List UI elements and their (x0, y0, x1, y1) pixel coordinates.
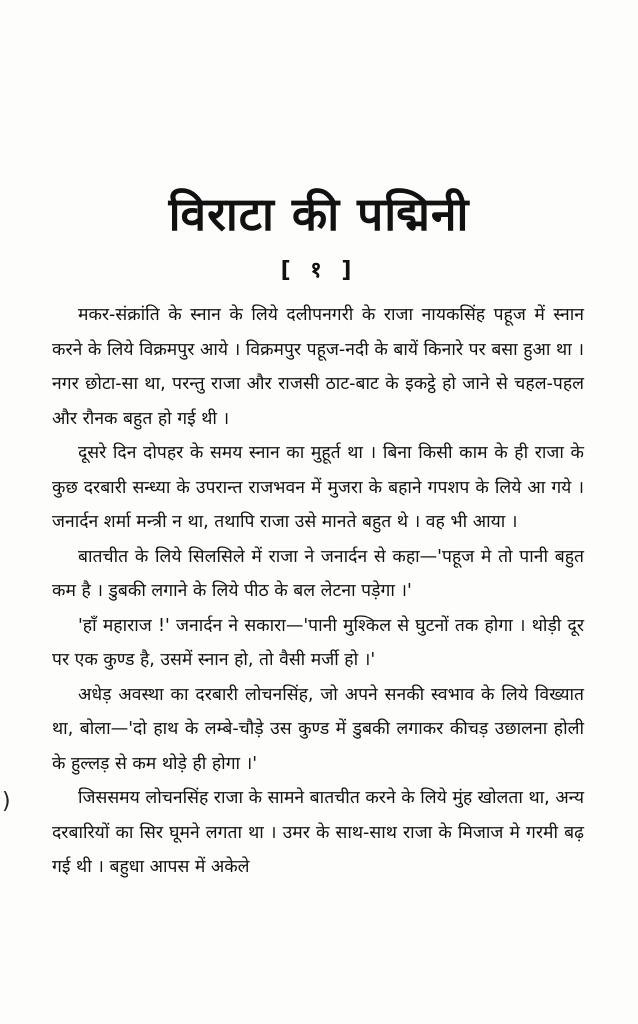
paragraph: 'हाँ महाराज !' जनार्दन ने सकारा—'पानी मुश्किल से घुटनों तक होगा । थोड़ी दूर पर एक कुण्ड है, उसमें स्नान हो, तो वैसी मर्जी हो ।' (52, 615, 584, 670)
chapter-title: विराटा की पद्मिनी (168, 187, 470, 241)
paragraph: अधेड़ अवस्था का दरबारी लोचनसिंह, जो अपने सनकी स्वभाव के लिये विख्यात था, बोला—'दो हाथ के लम्बे-चौड़े उस कुण्ड में डुबकी लगाकर कीचड़ उछालना होली के हुल्लड़ से कम थोड़े ही होगा ।' (52, 684, 584, 774)
chapter-number: [ १ ] (280, 258, 358, 283)
paragraph: मकर-संक्रांति के स्नान के लिये दलीपनगरी के राजा नायकसिंह पहूज में स्नान करने के लिये विक्रमपुर आये । विक्रमपुर पहूज-नदी के बायें किनारे पर बसा हुआ था । नगर छोटा-सा था, परन्तु राजा और राजसी ठाट-बाट के इकट्ठे हो जाने से चहल-पहल और रौनक बहुत हो गई थी । (52, 305, 584, 429)
paragraph: बातचीत के लिये सिलसिले में राजा ने जनार्दन से कहा—'पहूज मे तो पानी बहुत कम है । डुबकी लगाने के लिये पीठ के बल लेटना पड़ेगा ।' (52, 546, 584, 601)
body-text (52, 298, 584, 885)
paragraph: जिससमय लोचनसिंह राजा के सामने बातचीत करने के लिये मुंह खोलता था, अन्य दरबारियों का सिर घूमने लगता था । उमर के साथ-साथ राजा के मिजाज मे गरमी बढ़ गई थी । बहुधा आपस में अकेले (52, 788, 584, 877)
margin-mark: ) (2, 789, 11, 814)
paragraph: दूसरे दिन दोपहर के समय स्नान का मुहूर्त था । बिना किसी काम के ही राजा के कुछ दरबारी सन्ध्या के उपरान्त राजभवन में मुजरा के बहाने गपशप के लिये आ गये । जनार्दन शर्मा मन्त्री न था, तथापि राजा उसे मानते बहुत थे । वह भी आया । (52, 443, 584, 532)
